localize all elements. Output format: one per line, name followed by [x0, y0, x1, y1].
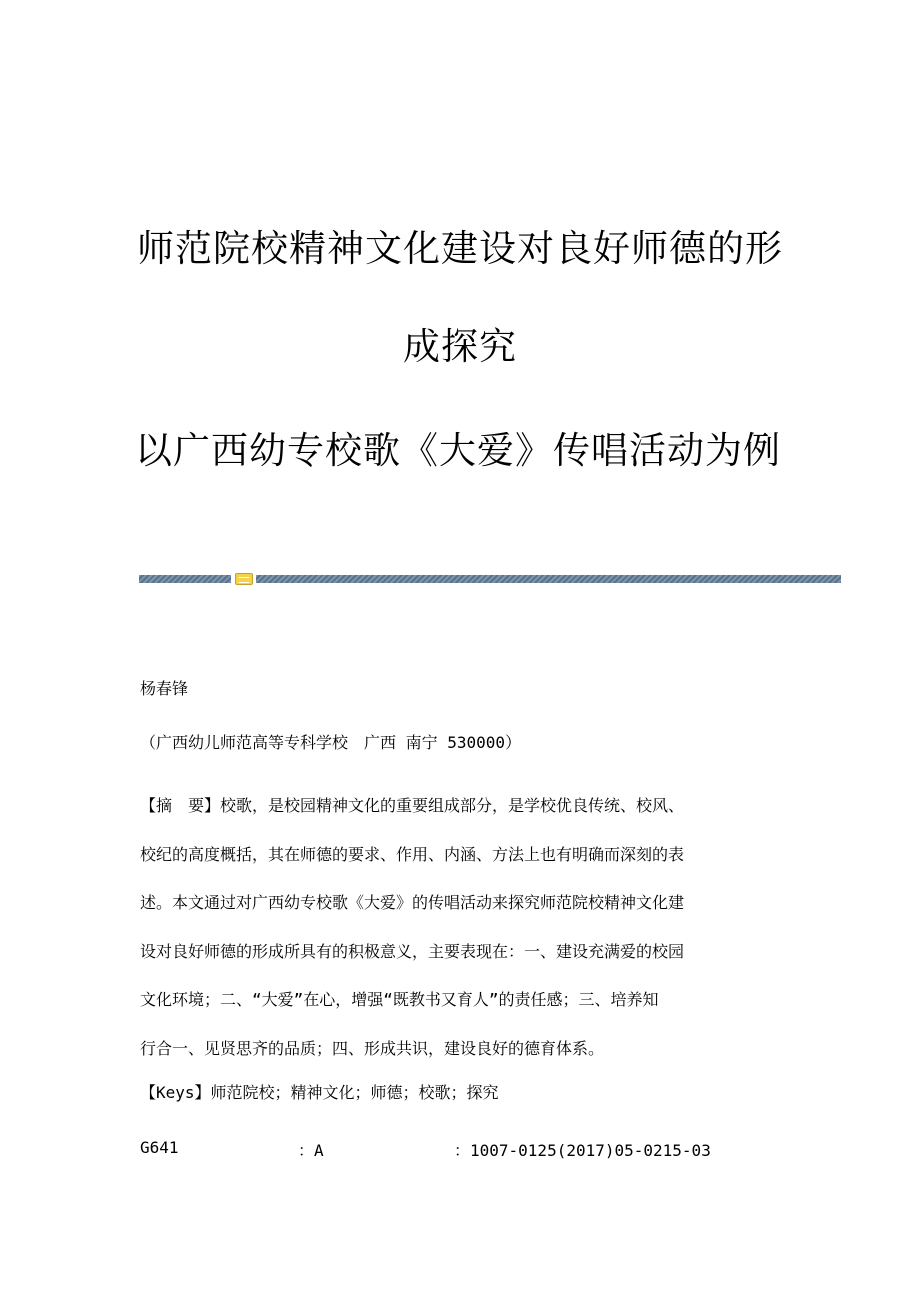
keywords: 【Keys】师范院校；精神文化；师德；校歌；探究: [140, 1083, 499, 1102]
abstract-line: 行合一、见贤思齐的品质；四、形成共识，建设良好的德育体系。: [140, 1038, 605, 1058]
paper-subtitle: 以广西幼专校歌《大爱》传唱活动为例: [135, 429, 781, 472]
abstract-line: 设对良好师德的形成所具有的积极意义，主要表现在：一、建设充满爱的校园: [140, 941, 685, 961]
author-affiliation: （广西幼儿师范高等专科学校 广西 南宁 530000）: [140, 733, 522, 752]
abstract-line: 校纪的高度概括，其在师德的要求、作用、内涵、方法上也有明确而深刻的表: [140, 844, 685, 864]
abstract-line: 述。本文通过对广西幼专校歌《大爱》的传唱活动来探究师范院校精神文化建: [140, 893, 685, 913]
paper-title-line-2: 成探究: [403, 325, 517, 368]
paper-title-line-1: 师范院校精神文化建设对良好师德的形: [137, 227, 783, 270]
abstract-line: 文化环境；二、“大爱”在心，增强“既教书又育人”的责任感；三、培养知: [140, 990, 659, 1010]
clc-number: G641: [140, 1138, 179, 1157]
author-name: 杨春锋: [140, 679, 189, 698]
title-divider: [139, 574, 841, 584]
classification-row: [140, 1138, 780, 1160]
article-id: ：1007-0125(2017)05-0215-03: [454, 1141, 711, 1160]
divider-bar-left: [139, 575, 231, 583]
abstract-line: 【摘 要】校歌，是校园精神文化的重要组成部分，是学校优良传统、校风、: [140, 796, 685, 815]
divider-ornament-icon: [235, 573, 253, 585]
abstract: [140, 782, 780, 1074]
divider-bar-right: [256, 575, 841, 583]
document-code: ：A: [298, 1141, 324, 1160]
